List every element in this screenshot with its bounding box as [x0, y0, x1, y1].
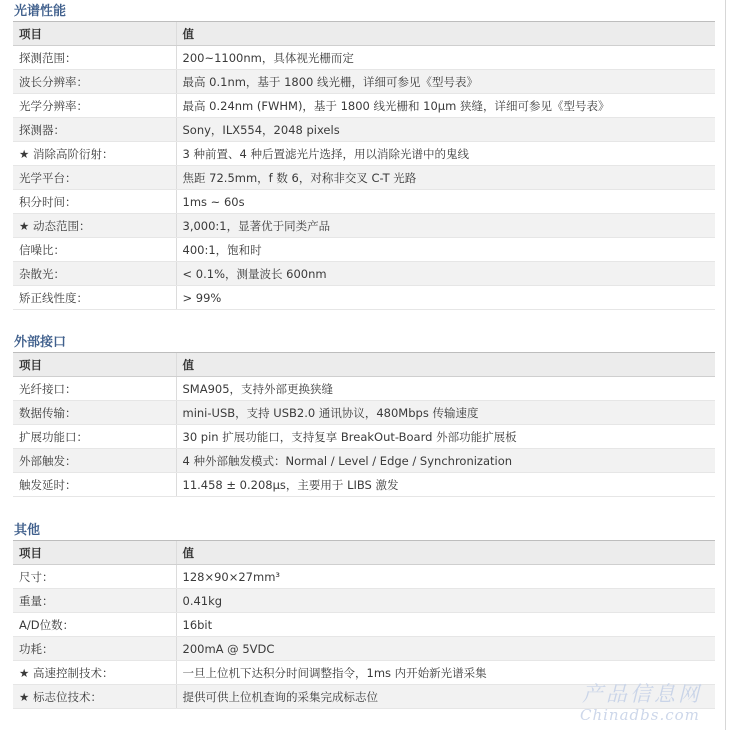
- section-interface: [13, 333, 715, 497]
- table-row: [13, 166, 715, 190]
- row-value: < 0.1%，测量波长 600nm: [176, 262, 715, 286]
- row-value: 16bit: [176, 613, 715, 637]
- row-item: 外部触发：: [13, 449, 176, 473]
- page-right-border: [725, 0, 726, 730]
- header-value: 值: [176, 353, 715, 377]
- table-header-row: [13, 22, 715, 46]
- row-item: ★ 动态范围：: [13, 214, 176, 238]
- table-row: [13, 46, 715, 70]
- row-value: 200~1100nm，具体视光栅而定: [176, 46, 715, 70]
- row-value: Sony，ILX554，2048 pixels: [176, 118, 715, 142]
- row-item: A/D位数：: [13, 613, 176, 637]
- spec-table-interface: [13, 352, 715, 497]
- row-item: 光学平台：: [13, 166, 176, 190]
- watermark-en: Chinadbs.com: [580, 706, 700, 724]
- row-value: 200mA @ 5VDC: [176, 637, 715, 661]
- row-item: 波长分辨率：: [13, 70, 176, 94]
- table-row: [13, 565, 715, 589]
- row-value: 4 种外部触发模式：Normal / Level / Edge / Synchronization: [176, 449, 715, 473]
- header-value: 值: [176, 541, 715, 565]
- header-value: 值: [176, 22, 715, 46]
- row-value: 128×90×27mm³: [176, 565, 715, 589]
- row-item: 重量：: [13, 589, 176, 613]
- row-item: 探测范围：: [13, 46, 176, 70]
- table-row: [13, 473, 715, 497]
- watermark-cn: 产品信息网: [582, 682, 702, 706]
- row-value: 3 种前置、4 种后置滤光片选择，用以消除光谱中的鬼线: [176, 142, 715, 166]
- row-item: 扩展功能口：: [13, 425, 176, 449]
- table-row: [13, 94, 715, 118]
- section-title: 其他: [14, 523, 41, 538]
- header-item: 项目: [13, 353, 176, 377]
- row-value: 30 pin 扩展功能口，支持复享 BreakOut-Board 外部功能扩展板: [176, 425, 715, 449]
- row-item: 杂散光：: [13, 262, 176, 286]
- row-item: ★ 消除高阶衍射：: [13, 142, 176, 166]
- table-row: [13, 401, 715, 425]
- table-row: [13, 142, 715, 166]
- row-value: 3,000:1，显著优于同类产品: [176, 214, 715, 238]
- row-item: 光学分辨率：: [13, 94, 176, 118]
- row-value: 最高 0.1nm，基于 1800 线光栅，详细可参见《型号表》: [176, 70, 715, 94]
- table-row: [13, 613, 715, 637]
- row-item: 光纤接口：: [13, 377, 176, 401]
- row-value: 11.458 ± 0.208μs，主要用于 LIBS 激发: [176, 473, 715, 497]
- row-item: ★ 高速控制技术：: [13, 661, 176, 685]
- section-title: 外部接口: [14, 335, 67, 350]
- row-value: > 99%: [176, 286, 715, 310]
- row-value: mini-USB，支持 USB2.0 通讯协议，480Mbps 传输速度: [176, 401, 715, 425]
- table-row: [13, 377, 715, 401]
- row-item: 触发延时：: [13, 473, 176, 497]
- table-row: [13, 190, 715, 214]
- table-row: [13, 70, 715, 94]
- row-value: 0.41kg: [176, 589, 715, 613]
- table-row: [13, 238, 715, 262]
- row-value: SMA905，支持外部更换狭缝: [176, 377, 715, 401]
- table-row: [13, 286, 715, 310]
- row-value: 1ms ~ 60s: [176, 190, 715, 214]
- row-item: 矫正线性度：: [13, 286, 176, 310]
- table-row: [13, 425, 715, 449]
- table-row: [13, 214, 715, 238]
- section-title: 光谱性能: [14, 4, 67, 19]
- row-item: 信噪比：: [13, 238, 176, 262]
- table-row: [13, 449, 715, 473]
- row-item: 功耗：: [13, 637, 176, 661]
- header-item: 项目: [13, 541, 176, 565]
- row-item: 数据传输：: [13, 401, 176, 425]
- table-row: [13, 637, 715, 661]
- row-value: 焦距 72.5mm，f 数 6，对称非交叉 C-T 光路: [176, 166, 715, 190]
- row-value: 400:1，饱和时: [176, 238, 715, 262]
- spec-table-spectral: [13, 21, 715, 310]
- watermark: [560, 676, 726, 728]
- table-header-row: [13, 541, 715, 565]
- row-item: 积分时间：: [13, 190, 176, 214]
- table-header-row: [13, 353, 715, 377]
- table-row: [13, 589, 715, 613]
- table-row: [13, 262, 715, 286]
- table-row: [13, 118, 715, 142]
- header-item: 项目: [13, 22, 176, 46]
- row-value: 一旦上位机下达积分时间调整指令，1ms 内开始新光谱采集: [176, 661, 715, 685]
- row-item: 探测器：: [13, 118, 176, 142]
- section-spectral: [13, 2, 715, 310]
- row-item: 尺寸：: [13, 565, 176, 589]
- row-value: 提供可供上位机查询的采集完成标志位: [176, 685, 715, 709]
- row-value: 最高 0.24nm (FWHM)，基于 1800 线光栅和 10μm 狭缝，详细可参见《型号表》: [176, 94, 715, 118]
- row-item: ★ 标志位技术：: [13, 685, 176, 709]
